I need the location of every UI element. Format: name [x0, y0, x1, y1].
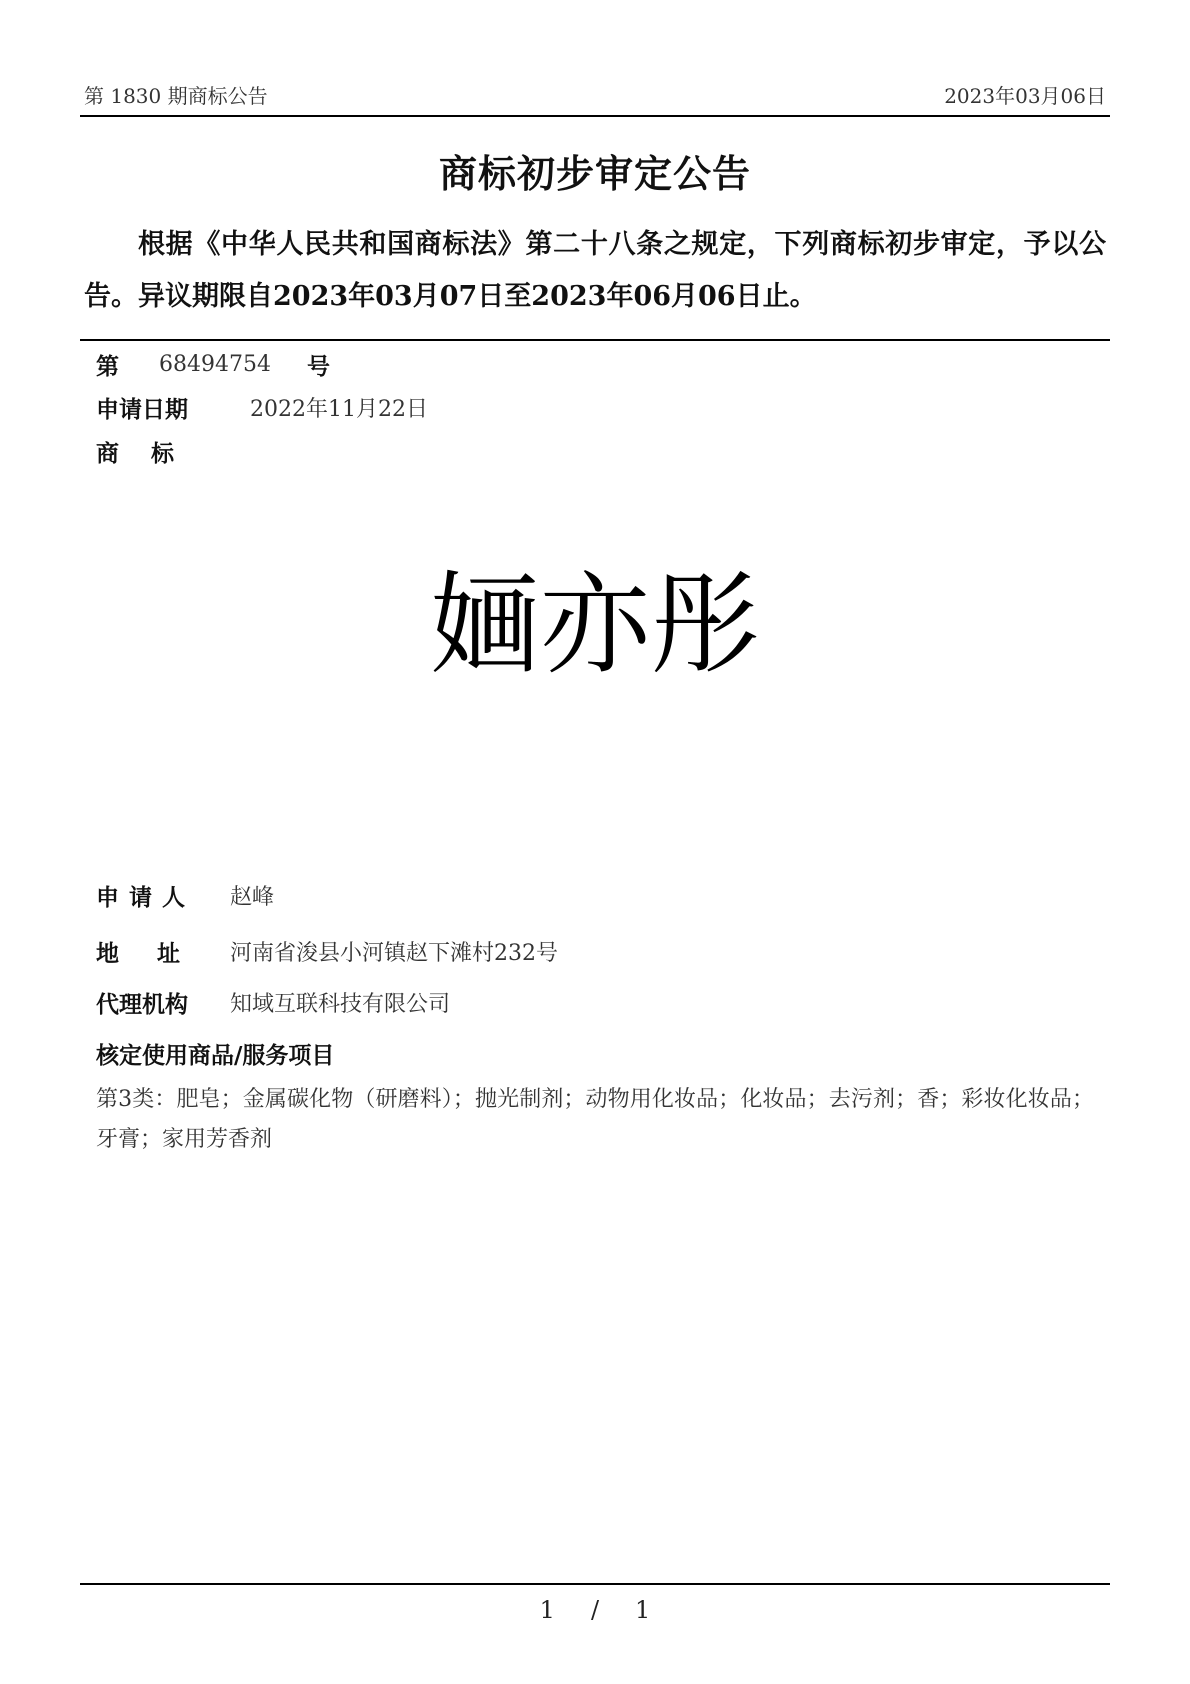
- registration-number: 68494754: [159, 351, 271, 377]
- agent-row: [96, 986, 451, 1018]
- address-value: 河南省浚县小河镇赵下滩村232号: [230, 940, 558, 966]
- application-date-row: [96, 391, 428, 423]
- trademark-image-text: 婳亦彤: [430, 561, 760, 689]
- registration-number-row: [96, 348, 330, 380]
- registration-number-prefix: 第: [96, 352, 119, 380]
- goods-services-list: 第3类：肥皂；金属碳化物（研磨料）；抛光制剂；动物用化妆品；化妆品；去污剂；香；彩妆化妆品；牙膏；家用芳香剂: [96, 1087, 1094, 1152]
- current-page: 1: [539, 1596, 555, 1624]
- trademark-row: [96, 435, 206, 467]
- announcement-intro: 根据《中华人民共和国商标法》第二十八条之规定，下列商标初步审定，予以公告。异议期限自2023年03月07日至2023年06月06日止。: [84, 229, 1106, 312]
- page-title: 商标初步审定公告: [438, 151, 751, 196]
- footer-divider: [80, 1583, 1110, 1585]
- header-divider: [80, 115, 1110, 117]
- registration-number-suffix: 号: [306, 352, 330, 380]
- applicant-name: 赵峰: [230, 884, 275, 910]
- record-divider: [80, 339, 1110, 341]
- issue-number: 第 1830 期商标公告: [84, 83, 268, 108]
- agent-name: 知域互联科技有限公司: [230, 991, 451, 1017]
- applicant-label: 申请人: [96, 883, 195, 911]
- page-number: [0, 1596, 1190, 1624]
- total-pages: 1: [635, 1596, 651, 1624]
- applicant-row: [96, 879, 275, 911]
- address-label: 地址: [96, 939, 218, 967]
- page-header: [84, 76, 1106, 112]
- page-separator: /: [590, 1596, 600, 1624]
- goods-services-heading: 核定使用商品/服务项目: [96, 1042, 335, 1069]
- application-date: 2022年11月22日: [250, 396, 428, 422]
- trademark-label: 商标: [96, 439, 206, 467]
- agent-label: 代理机构: [96, 990, 188, 1018]
- issue-date: 2023年03月06日: [944, 83, 1106, 108]
- application-date-label: 申请日期: [96, 395, 188, 423]
- address-row: [96, 935, 558, 967]
